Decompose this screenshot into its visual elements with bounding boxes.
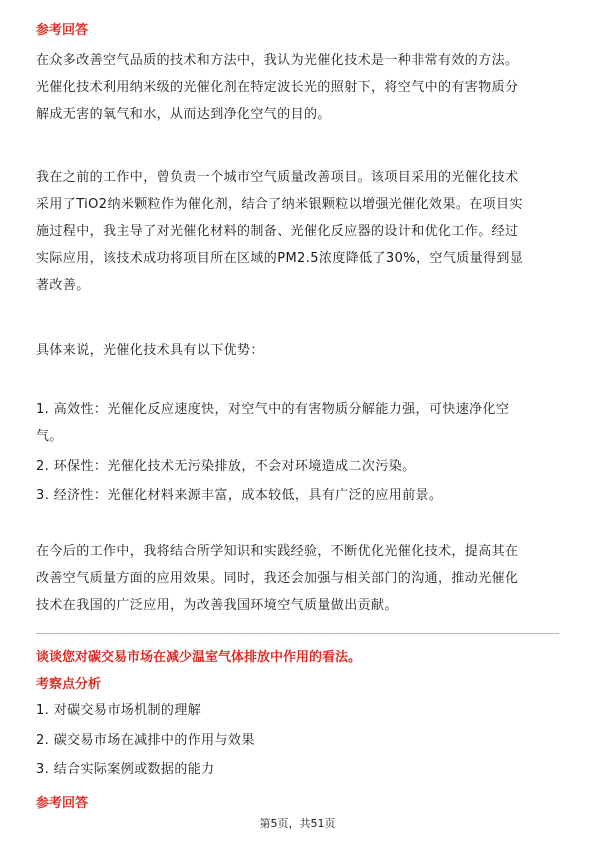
advantage-item: 2. 环保性：光催化技术无污染排放，不会对环境造成二次污染。	[36, 459, 416, 474]
paragraph-line: 采用了TiO2纳米颗粒作为催化剂，结合了纳米银颗粒以增强光催化效果。在项目实	[36, 197, 523, 212]
analysis-point: 3. 结合实际案例或数据的能力	[36, 762, 215, 777]
paragraph-line: 技术在我国的广泛应用，为改善我国环境空气质量做出贡献。	[36, 598, 398, 613]
analysis-heading: 考察点分析	[36, 677, 102, 692]
paragraph-experience	[36, 164, 559, 299]
paragraph-line: 我在之前的工作中，曾负责一个城市空气质量改善项目。该项目采用的光催化技术	[36, 170, 519, 185]
page-indicator: 第5页，共51页	[259, 817, 336, 830]
paragraph-advantages-intro: 具体来说，光催化技术具有以下优势：	[36, 343, 264, 358]
paragraph-line: 在今后的工作中，我将结合所学知识和实践经验，不断优化光催化技术，提高其在	[36, 544, 519, 559]
question-heading: 谈谈您对碳交易市场在减少温室气体排放中作用的看法。	[36, 650, 362, 665]
paragraph-line: 著改善。	[36, 278, 90, 293]
advantage-item-continued: 气。	[36, 429, 63, 444]
answer-heading: 参考回答	[36, 796, 89, 811]
advantage-item: 3. 经济性：光催化材料来源丰富，成本较低，具有广泛的应用前景。	[36, 488, 443, 503]
paragraph-line: 改善空气质量方面的应用效果。同时，我还会加强与相关部门的沟通，推动光催化	[36, 571, 519, 586]
advantage-item: 1. 高效性：光催化反应速度快，对空气中的有害物质分解能力强，可快速净化空	[36, 402, 510, 417]
paragraph-future	[36, 538, 559, 619]
paragraph-intro	[36, 47, 559, 128]
paragraph-line: 施过程中，我主导了对光催化材料的制备、光催化反应器的设计和优化工作。经过	[36, 224, 519, 239]
paragraph-line: 在众多改善空气品质的技术和方法中，我认为光催化技术是一种非常有效的方法。	[36, 53, 519, 68]
answer-heading: 参考回答	[36, 23, 89, 38]
paragraph-line: 实际应用，该技术成功将项目所在区域的PM2.5浓度降低了30%，空气质量得到显	[36, 251, 524, 266]
section-divider	[36, 633, 559, 634]
paragraph-line: 光催化技术利用纳米级的光催化剂在特定波长光的照射下，将空气中的有害物质分	[36, 80, 519, 95]
paragraph-line: 解成无害的氧气和水，从而达到净化空气的目的。	[36, 107, 331, 122]
analysis-point: 1. 对碳交易市场机制的理解	[36, 703, 202, 718]
analysis-point: 2. 碳交易市场在减排中的作用与效果	[36, 733, 255, 748]
